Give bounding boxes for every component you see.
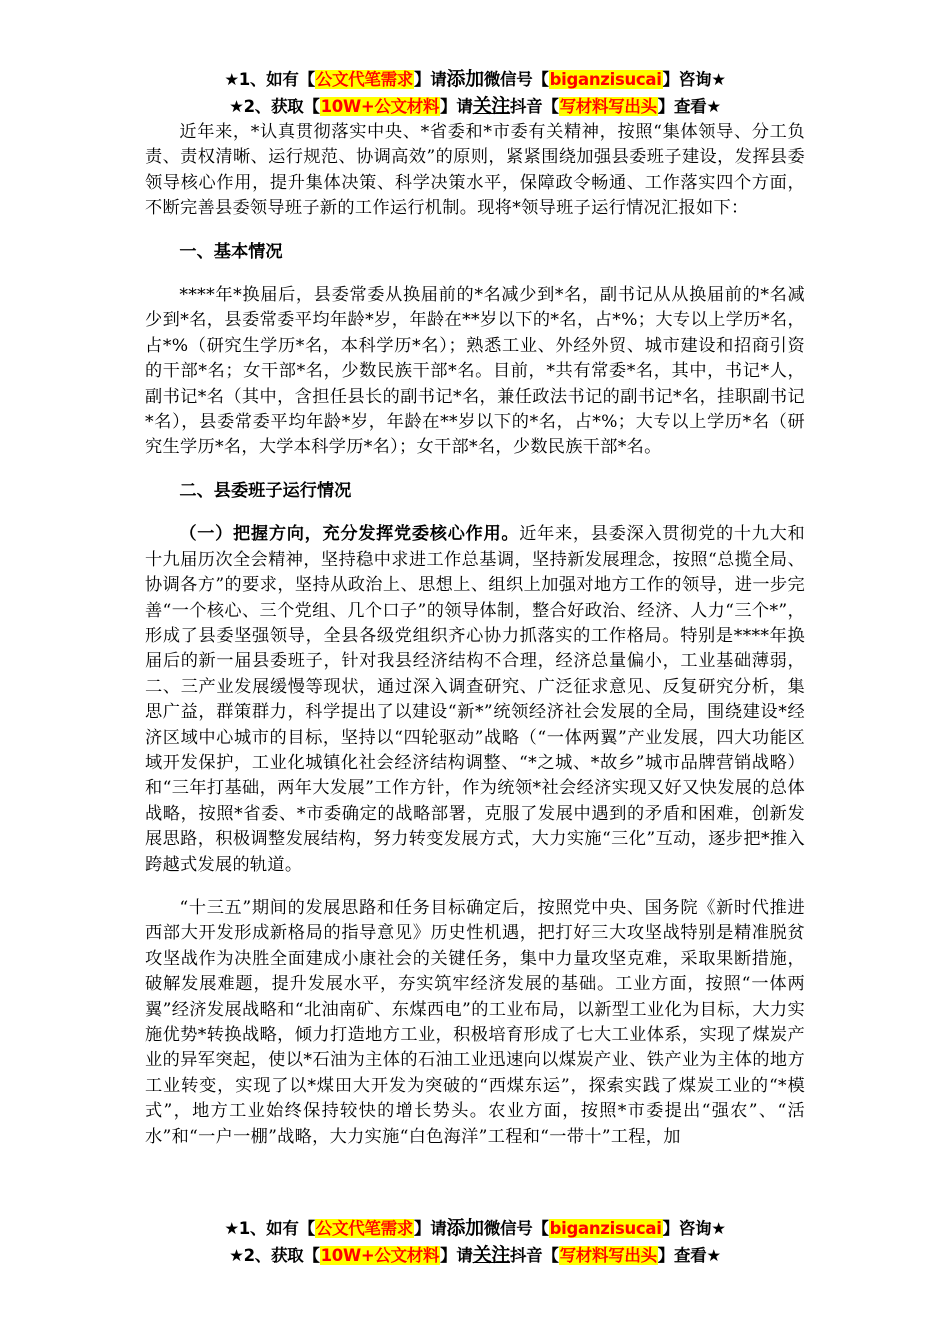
promo-text: 】咨询★ <box>662 70 726 89</box>
promo-text: 】查看★ <box>657 1246 721 1265</box>
section-heading-operation: 二、县委班子运行情况 <box>179 480 352 501</box>
paragraph-body: 近年来，县委深入贯彻党的十九大和十九届历次全会精神，坚持稳中求进工作总基调，坚持新发展理念，按照“总揽全局、协调各方”的要求，坚持从政治上、思想上、组织上加强对地方工作的领导，进一步完善“一个核心、三个党组、几个口子”的领导体制，整合好政治、经济、人力“三个*”，形成了县委坚强领导，全县各级党组织齐心协力抓落实的工作格局。特别是****年换届后的新一届县委班子，针对我县经济结构不合理，经济总量偏小，工业基础薄弱，二、三产业发展缓慢等现状，通过深入调查研究、广泛征求意见、反复研究分析，集思广益，群策群力，科学提出了以建设“新*”统领经济社会发展的全局，围绕建设*经济区域中心城市的目标，坚持以“四轮驱动”战略（“一体两翼”产业发展，四大功能区域开发保护，工业化城镇化社会经济结构调整、“*之城、*故乡”城市品牌营销战略）和“三年打基础，两年大发展”工作方针，作为统领*社会经济实现又好又快发展的总体战略，按照*省委、*市委确定的战略部署，克服了发展中遇到的矛盾和困难，创新发展思路，积极调整发展结构，努力转变发展方式，大力实施“三化”互动，逐步把*推入跨越式发展的轨道。 <box>145 524 805 875</box>
operation-paragraph-1 <box>145 522 805 878</box>
section-heading-basic: 一、基本情况 <box>179 241 283 262</box>
promo-text: ★2、获取【 <box>229 1246 320 1265</box>
promo-highlight-wechat: biganzisucai <box>549 1219 662 1238</box>
promo-text: 】咨询★ <box>662 1219 726 1238</box>
promo-text: 关注 <box>472 1244 510 1266</box>
footer-promo <box>145 1215 805 1269</box>
promo-highlight-materials: 10W+公文材料 <box>320 97 440 116</box>
promo-text: 】请 <box>414 1219 447 1238</box>
promo-text: 关注 <box>472 95 510 117</box>
promo-text: 】请 <box>440 1246 473 1265</box>
promo-line-2 <box>145 1242 805 1269</box>
promo-text: ★1、如有【 <box>224 70 315 89</box>
intro-paragraph: 近年来，*认真贯彻落实中央、*省委和*市委有关精神，按照“集体领导、分工负责、责权清晰、运行规范、协调高效”的原则，紧紧围绕加强县委班子建设，发挥县委领导核心作用，提升集体决策、科学决策水平，保障政令畅通、工作落实四个方面，不断完善县委领导班子新的工作运行机制。现将*领导班子运行情况汇报如下： <box>145 122 805 219</box>
promo-text: 微信号【 <box>483 1219 549 1238</box>
promo-text: 抖音【 <box>509 97 559 116</box>
promo-highlight-douyin: 写材料写出头 <box>559 97 657 116</box>
promo-highlight-service: 公文代笔需求 <box>315 70 413 89</box>
promo-highlight-wechat: biganzisucai <box>549 70 662 89</box>
promo-text: ★2、获取【 <box>229 97 320 116</box>
promo-text: 添加 <box>446 68 484 90</box>
promo-text: 】请 <box>440 97 473 116</box>
promo-highlight-service: 公文代笔需求 <box>315 1219 413 1238</box>
promo-text: 】查看★ <box>657 97 721 116</box>
promo-highlight-materials: 10W+公文材料 <box>320 1246 440 1265</box>
promo-text: 】请 <box>414 70 447 89</box>
basic-situation-paragraph: ****年*换届后，县委常委从换届前的*名减少到*名，副书记从从换届前的*名减少到*名，县委常委平均年龄*岁，年龄在**岁以下的*名，占*%；大专以上学历*名，占*%（研究生学历*名，本科学历*名）；熟悉工业、外经外贸、城市建设和招商引资的干部*名；女干部*名，少数民族干部*名。目前，*共有常委*名，其中，书记*人，副书记*名（其中，含担任县长的副书记*名，兼任政法书记的副书记*名，挂职副书记*名），县委常委平均年龄*岁，年龄在**岁以下的*名，占*%；大专以上学历*名（研究生学历*名，大学本科学历*名）；女干部*名，少数民族干部*名。 <box>145 285 805 458</box>
promo-text: 微信号【 <box>483 70 549 89</box>
promo-line-1 <box>145 66 805 93</box>
promo-line-2 <box>145 93 805 120</box>
promo-highlight-douyin: 写材料写出头 <box>559 1246 657 1265</box>
operation-paragraph-2: “十三五”期间的发展思路和任务目标确定后，按照党中央、国务院《新时代推进西部大开发形成新格局的指导意见》历史性机遇，把打好三大攻坚战特别是精准脱贫攻坚战作为决胜全面建成小康社会的关键任务，集中力量攻坚克难，采取果断措施，破解发展难题，提升发展水平，夯实筑牢经济发展的基础。工业方面，按照“一体两翼”经济发展战略和“北油南矿、东煤西电”的工业布局，以新型工业化为目标，大力实施优势*转换战略，倾力打造地方工业，积极培育形成了七大工业体系，实现了煤炭产业的异军突起，使以*石油为主体的石油工业迅速向以煤炭产业、铁产业为主体的地方工业转变，实现了以*煤田大开发为突破的“西煤东运”，探索实践了煤炭工业的“*模式”，地方工业始终保持较快的增长势头。农业方面，按照*市委提出“强农”、“活水”和“一户一棚”战略，大力实施“白色海洋”工程和“一带十”工程，加 <box>145 897 805 1147</box>
document-page <box>145 66 805 1150</box>
paragraph-lead: （一）把握方向，充分发挥党委核心作用。 <box>179 524 520 545</box>
promo-text: 添加 <box>446 1217 484 1239</box>
promo-text: ★1、如有【 <box>224 1219 315 1238</box>
promo-text: 抖音【 <box>509 1246 559 1265</box>
promo-line-1 <box>145 1215 805 1242</box>
